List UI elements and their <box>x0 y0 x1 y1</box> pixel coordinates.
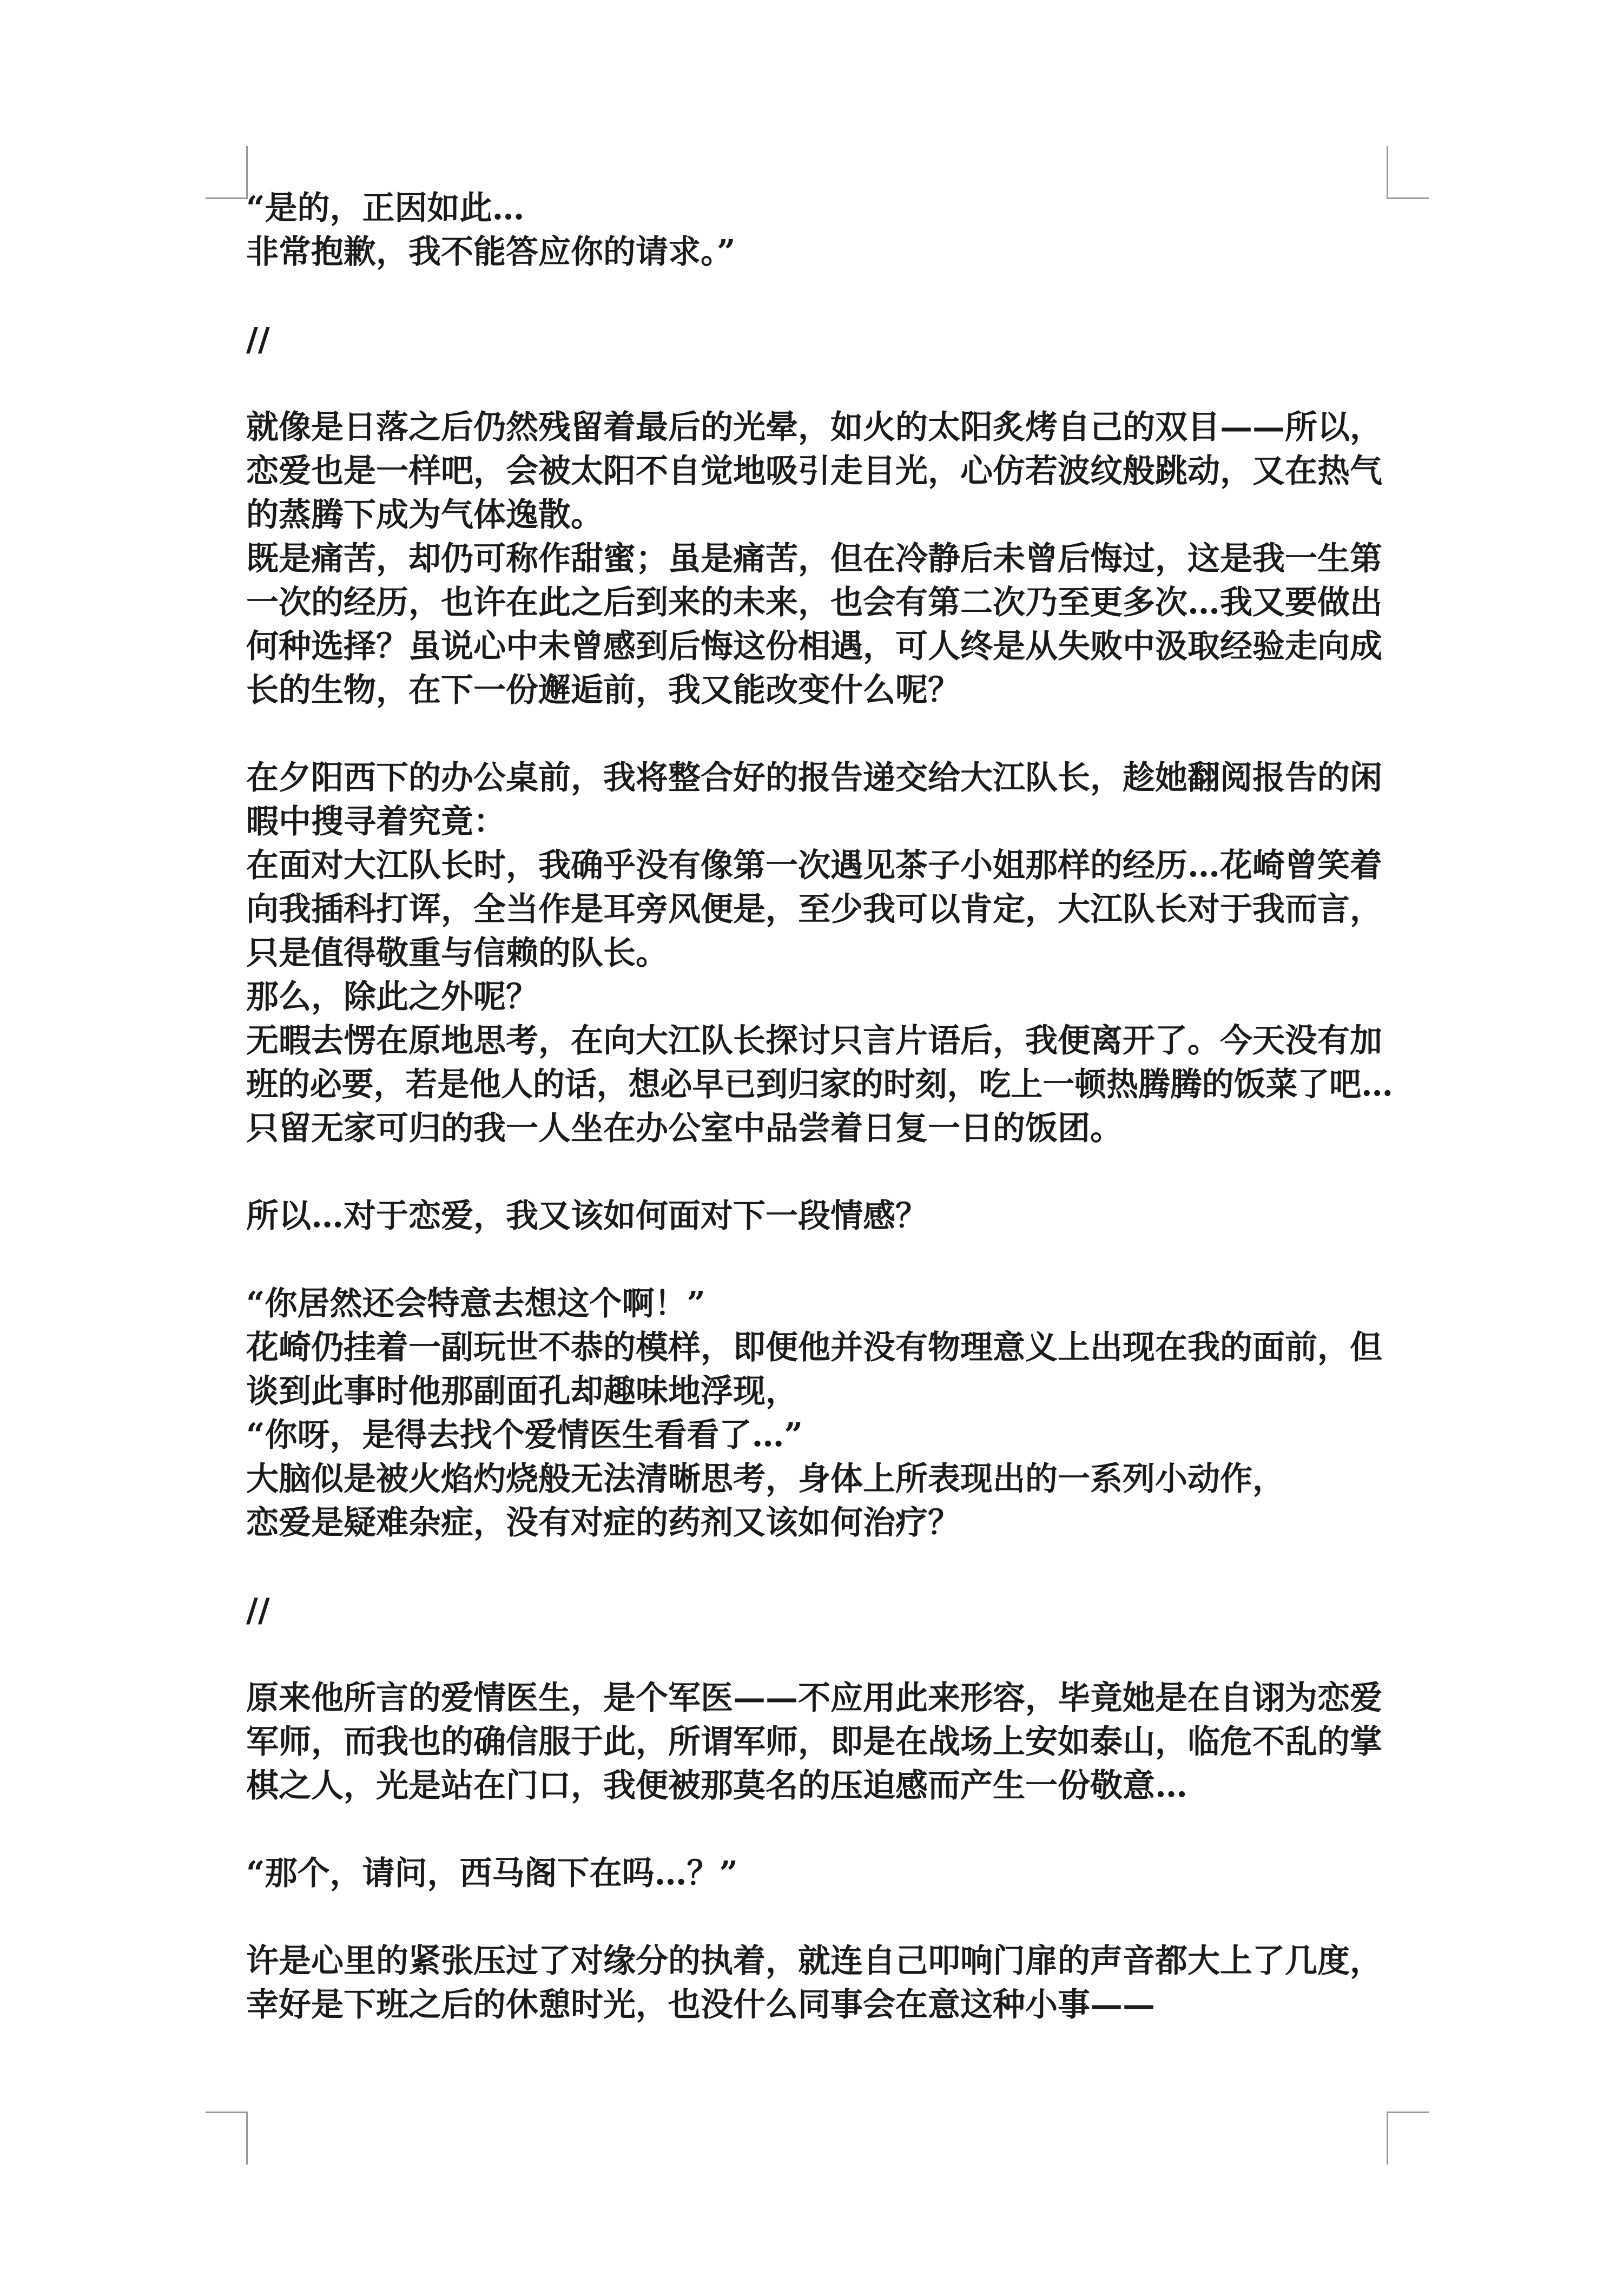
section-divider: // <box>246 1592 270 1629</box>
blank-line <box>246 1633 1393 1677</box>
text-line: 恋爱是疑难杂症，没有对症的药剂又该如何治疗？ <box>246 1504 960 1542</box>
crop-mark-bottom-right <box>1387 2112 1429 2165</box>
text-line: 谈到此事时他那副面孔却趣味地浮现， <box>246 1373 798 1410</box>
text-line: 的蒸腾下成为气体逸散。 <box>246 496 603 534</box>
crop-mark-top-left <box>206 146 248 199</box>
text-line: 花崎仍挂着一副玩世不恭的模样，即便他并没有物理意义上出现在我的面前，但 <box>246 1329 1382 1367</box>
text-line: 长的生物，在下一份邂逅前，我又能改变什么呢？ <box>246 671 960 709</box>
text-line: 就像是日落之后仍然残留着最后的光晕，如火的太阳炙烤自己的双目——所以， <box>246 408 1382 446</box>
text-line: 非常抱歉，我不能答应你的请求。” <box>246 233 736 271</box>
text-line: 在夕阳西下的办公桌前，我将整合好的报告递交给大江队长，趁她翻阅报告的闲 <box>246 759 1382 797</box>
text-line: 原来他所言的爱情医生，是个军医——不应用此来形容，毕竟她是在自诩为恋爱 <box>246 1679 1382 1717</box>
text-line: 何种选择？虽说心中未曾感到后悔这份相遇，可人终是从失败中汲取经验走向成 <box>246 628 1382 665</box>
blank-line <box>246 712 1393 756</box>
text-line: 无暇去愣在原地思考，在向大江队长探讨只言片语后，我便离开了。今天没有加 <box>246 1022 1382 1060</box>
text-line: 在面对大江队长时，我确乎没有像第一次遇见茶子小姐那样的经历…花崎曾笑着 <box>246 847 1382 885</box>
text-line: “那个，请问，西马阁下在吗…？” <box>246 1855 738 1892</box>
text-line: 所以…对于恋爱，我又该如何面对下一段情感？ <box>246 1197 928 1235</box>
crop-mark-bottom-left <box>206 2112 248 2165</box>
text-line: “你呀，是得去找个爱情医生看看了…” <box>246 1416 803 1454</box>
text-line: 只留无家可归的我一人坐在办公室中品尝着日复一日的饭团。 <box>246 1110 1123 1147</box>
blank-line <box>246 1808 1393 1852</box>
section-divider: // <box>246 321 270 359</box>
blank-line <box>246 1545 1393 1589</box>
blank-line <box>246 362 1393 406</box>
text-line: 恋爱也是一样吧，会被太阳不自觉地吸引走目光，心仿若波纹般跳动，又在热气 <box>246 452 1382 490</box>
text-line: 大脑似是被火焰灼烧般无法清晰思考，身体上所表现出的一系列小动作， <box>246 1460 1285 1498</box>
text-line: 只是值得敬重与信赖的队长。 <box>246 934 668 972</box>
text-line: “是的，正因如此… <box>246 189 525 227</box>
blank-line <box>246 274 1393 318</box>
blank-line <box>246 1151 1393 1195</box>
text-line: 既是痛苦，却仍可称作甜蜜；虽是痛苦，但在冷静后未曾后悔过，这是我一生第 <box>246 540 1382 578</box>
text-line: 班的必要，若是他人的话，想必早已到归家的时刻，吃上一顿热腾腾的饭菜了吧… <box>246 1066 1394 1104</box>
text-line: 暇中搜寻着究竟： <box>246 803 506 841</box>
text-line: 军师，而我也的确信服于此，所谓军师，即是在战场上安如泰山，临危不乱的掌 <box>246 1723 1382 1761</box>
blank-line <box>246 1896 1393 1939</box>
text-line: 那么，除此之外呢？ <box>246 978 538 1016</box>
text-line: 一次的经历，也许在此之后到来的未来，也会有第二次乃至更多次…我又要做出 <box>246 584 1382 622</box>
text-line: 幸好是下班之后的休憩时光，也没什么同事会在意这种小事—— <box>246 1986 1155 2024</box>
body-text <box>246 187 1393 2027</box>
text-line: 向我插科打诨，全当作是耳旁风便是，至少我可以肯定，大江队长对于我而言， <box>246 890 1382 928</box>
text-line: 棋之人，光是站在门口，我便被那莫名的压迫感而产生一份敬意… <box>246 1767 1187 1805</box>
text-line: “你居然还会特意去想这个啊！” <box>246 1285 706 1323</box>
text-line: 许是心里的紧张压过了对缘分的执着，就连自己叩响门扉的声音都大上了几度， <box>246 1942 1382 1980</box>
blank-line <box>246 1238 1393 1282</box>
